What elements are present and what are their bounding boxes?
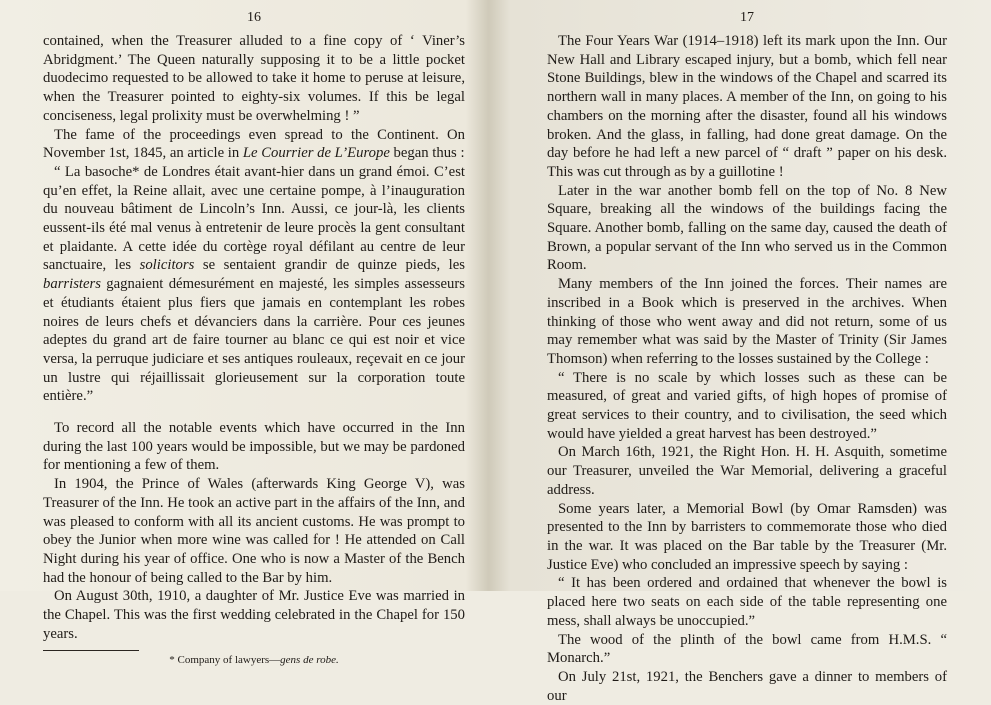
paragraph: The Four Years War (1914–1918) left its mark upon the Inn. Our New Hall and Library escaped injury, but a bomb, which fell near Stone Buildings, blew in the windows of the Chapel and scarred its northern wall in many places. A member of the Inn, on going to his chambers on the morning after the disaster, found all his windows broken. And the glass, in falling, had done great damage. On the day before he had left a new parcel of “ draft ” paper on his desk. This was cut through as by a guillotine ! (547, 33, 947, 180)
paragraph: On July 21st, 1921, the Benchers gave a dinner to members of our (547, 668, 947, 704)
footnote-text: * Company of lawyers— (169, 653, 281, 666)
paragraph: Later in the war another bomb fell on the top of No. 8 New Square, breaking all the windows of the buildings facing the Square. Another bomb, falling on the same day, caused the death of Brown, a popular servant of the Inn who served us in the Common Room. (547, 182, 947, 274)
italic-word: solicitors (139, 257, 195, 274)
left-text (43, 32, 465, 644)
paragraph: Many members of the Inn joined the forces. Their names are inscribed in a Book which is preserved in the archives. When thinking of those who went away and did not return, some of us may remember what was said by the Master of Trinity (Sir James Thomson) when referring to the losses sustained by the College : (547, 276, 947, 367)
paragraph: To record all the notable events which have occurred in the Inn during the last 100 years would be impossible, but we may be pardoned for mentioning a few of them. (43, 420, 465, 474)
paragraph: Some years later, a Memorial Bowl (by Omar Ramsden) was presented to the Inn by barristers to commemorate those who died in the war. It was placed on the Bar table by the Treasurer (Mr. Justice Eve) who concluded an impressive speech by saying : (547, 500, 947, 573)
footnote-rule (43, 650, 139, 651)
paragraph: The wood of the plinth of the bowl came from H.M.S. “ Monarch.” (547, 631, 947, 667)
paragraph (43, 126, 465, 163)
french-quote (43, 163, 465, 406)
paragraph-text: se sentaient grandir de quinze pieds, les (194, 257, 465, 274)
paragraph: In 1904, the Prince of Wales (afterwards King George V), was Treasurer of the Inn. He took an active part in the affairs of the Inn, and was pleased to conform with all its ancient customs. He was prompt to obey the Junior when more wine was called for ! He attended on Call Night during his year of office. One who is now a Master of the Bench had the honour of being called to the Bar by him. (43, 476, 465, 586)
footnote-italic: gens de robe. (280, 653, 339, 666)
quote: “ It has been ordered and ordained that whenever the bowl is placed here two seats on each side of the table representing one mess, shall always be unoccupied.” (547, 575, 947, 629)
left-page (0, 0, 488, 666)
newspaper-title: Le Courrier de L’Europe (242, 145, 390, 162)
paragraph-text: began thus : (389, 145, 465, 162)
right-page (498, 0, 991, 704)
paragraph: contained, when the Treasurer alluded to a fine copy of ‘ Viner’s Abridgment.’ The Queen naturally supposing it to be a little pocket duodecimo requested to be allowed to take it home to peruse at leisure, when the Treasurer pointed to eighty-six volumes. If this be legal conciseness, legal prolixity must be overwhelming ! ” (43, 33, 465, 124)
quote: “ There is no scale by which losses such as these can be measured, of great and varied gifts, of high hopes of promise of great services to their country, and to civilisation, the seed which would have yielded a great harvest has been destroyed.” (547, 369, 947, 442)
right-text (547, 32, 947, 705)
paragraph: On August 30th, 1910, a daughter of Mr. Justice Eve was married in the Chapel. This was the first wedding celebrated in the Chapel for 150 years. (43, 588, 465, 642)
paragraph: On March 16th, 1921, the Right Hon. H. H. Asquith, sometime our Treasurer, unveiled the War Memorial, delivering a graceful address. (547, 444, 947, 498)
italic-word: barristers (43, 276, 101, 293)
footnote (43, 654, 465, 667)
page-number-right: 17 (740, 10, 754, 25)
paragraph-text: gagnaient démesurément en majesté, les simples assesseurs et étudiants étaient plus fiers que jamais en contemplant les robes noires de leurs chefs et dévanciers dans la carrière. Pour ces jeunes adeptes du grand art de faire tourner au blanc ce qui est noir et vice versa, la perruque judiciare et ses antiques rouleaux, reçevait en ce jour un lustre qui réjaillissait glorieusement sur la corporation toute entière.” (43, 276, 465, 405)
paragraph-text: The fame of the proceedings even spread to the Continent. On November 1st, 1845, an article in (43, 126, 465, 162)
paragraph-text: “ La basoche* de Londres était avant-hier dans un grand émoi. C’est qu’en effet, la Reine allait, avec une certaine pompe, à l’inauguration du nouveau bâtiment de Lincoln’s Inn. Aussi, ce jour-là, les clients eussent-ils été mal venus à entretenir de leure procès la gent consultant et plaidante. A cette idée du cortège royal défilant au centre de leur sanctuaire, les (43, 163, 465, 274)
page-number-left: 16 (247, 10, 261, 25)
